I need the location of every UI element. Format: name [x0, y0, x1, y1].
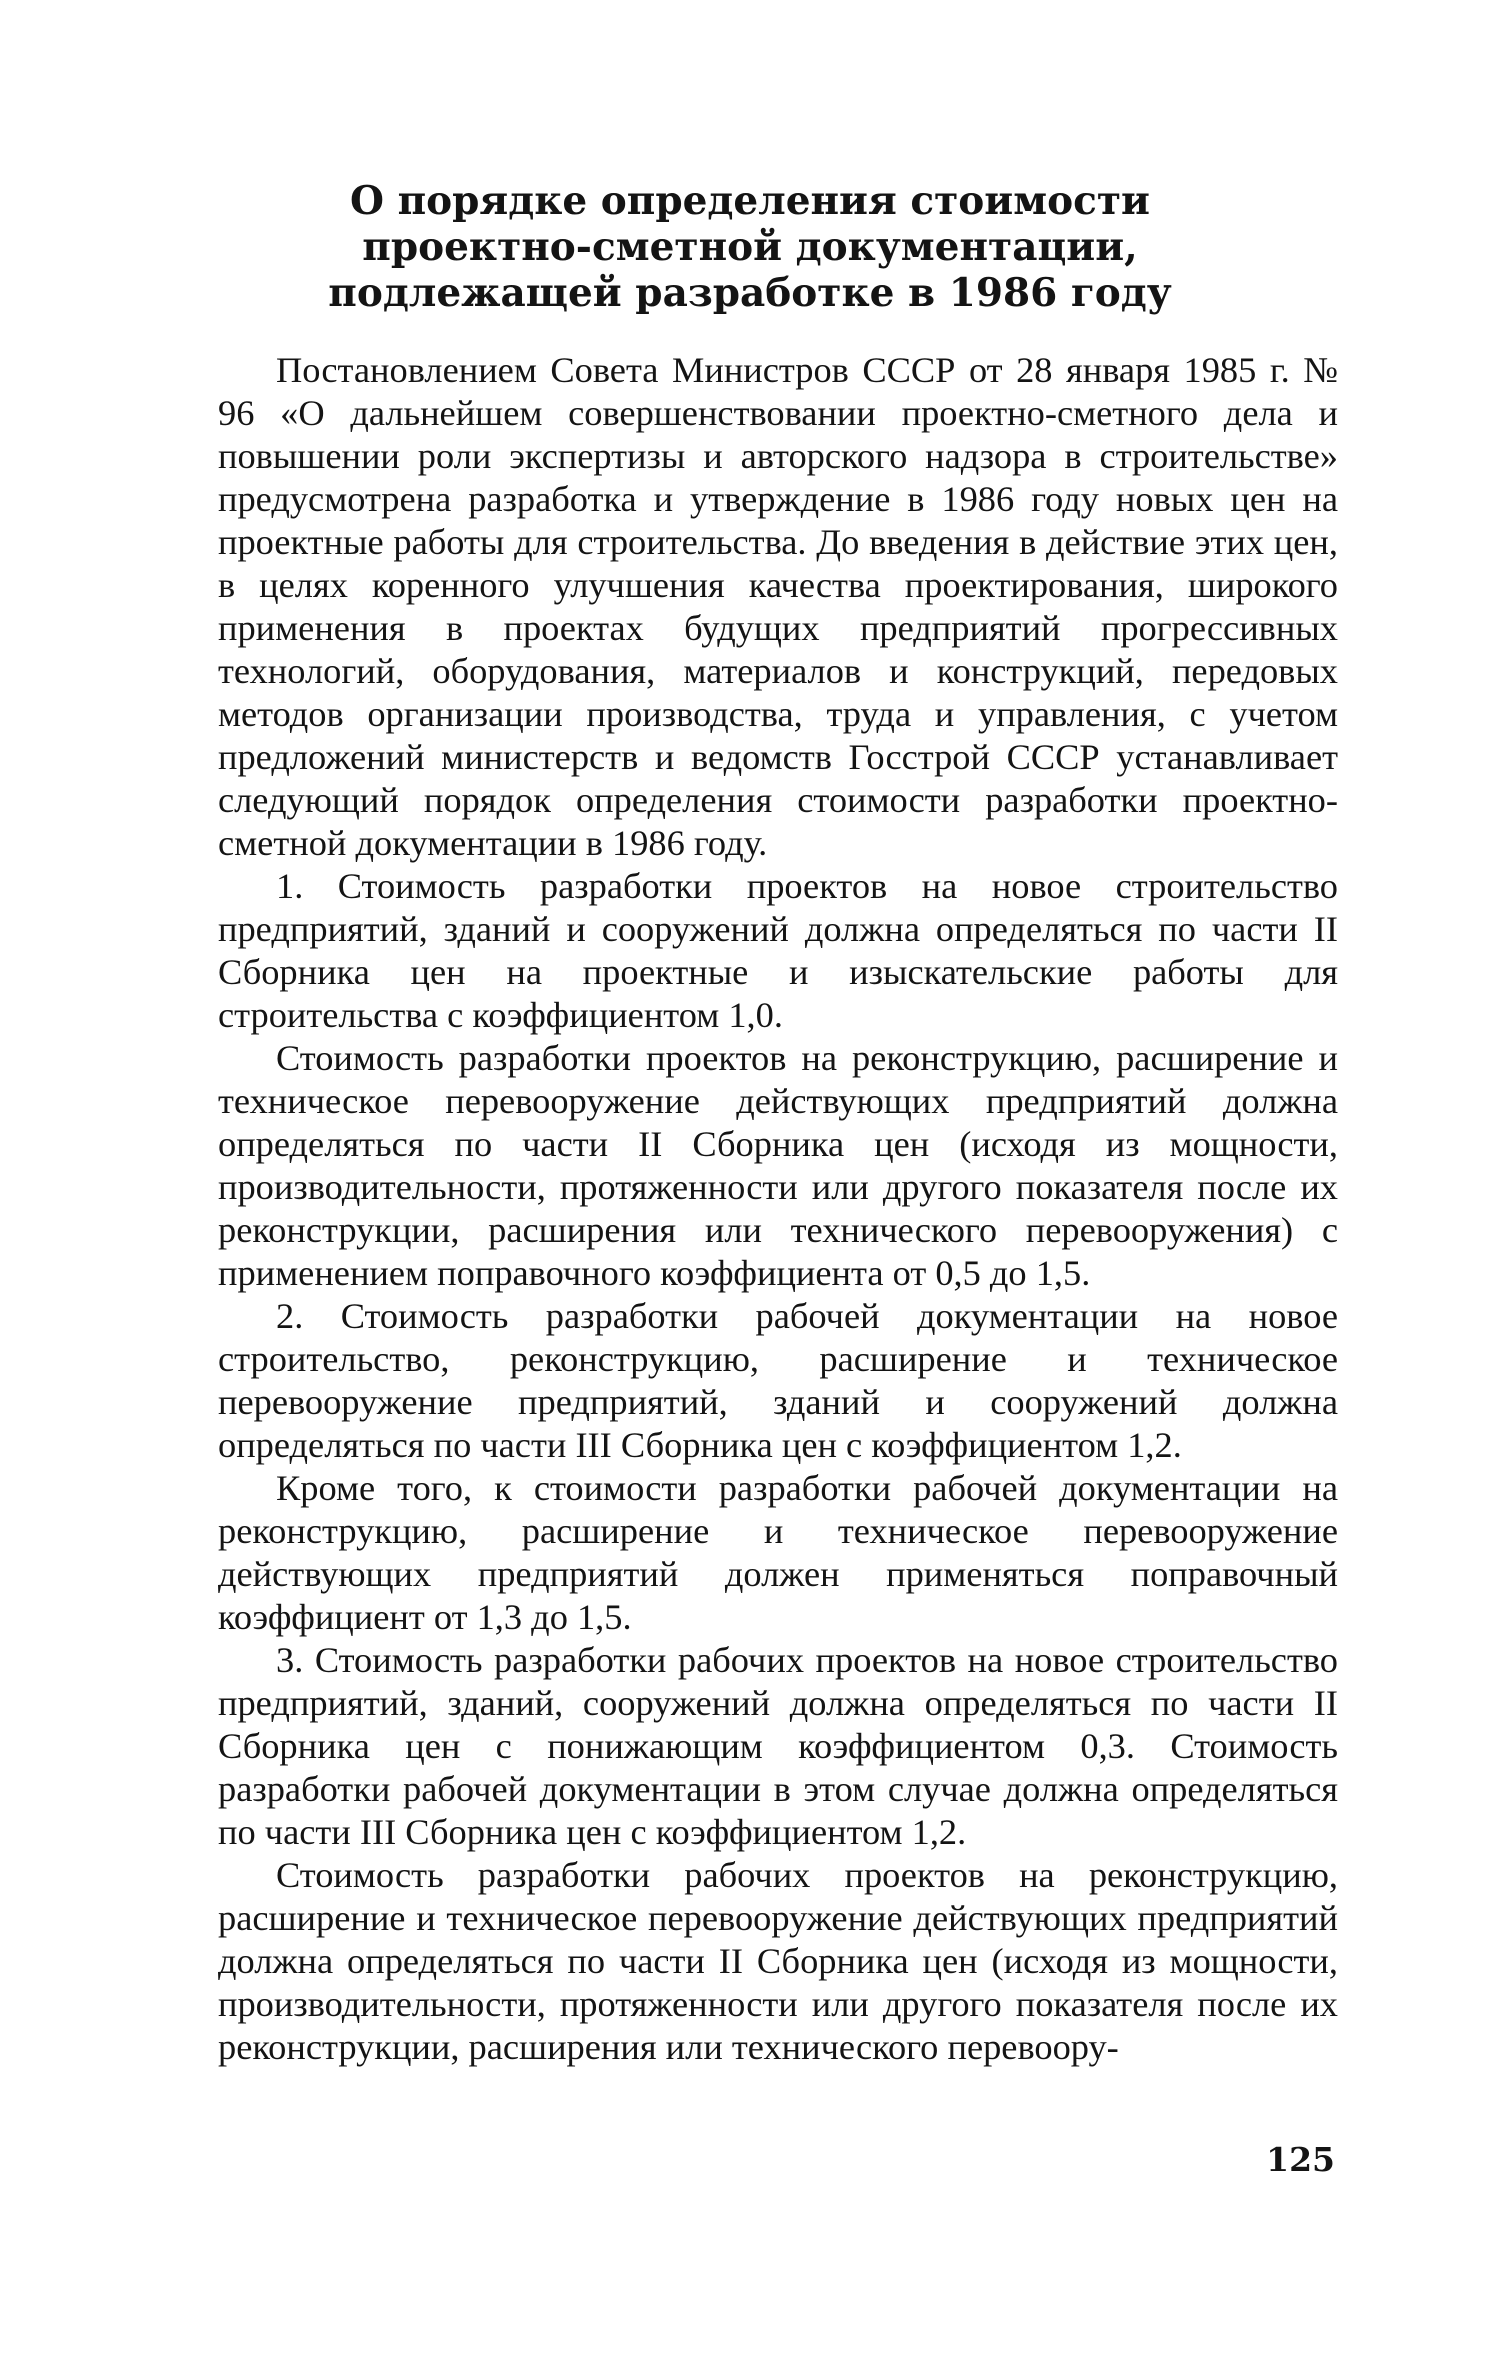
- paragraph-item-3-reconstruction: Стоимость разработки рабочих проектов на реконструкцию, расширение и техническое перевооружение действующих предприятий должна определяться по части II Сборника цен (исходя из мощности, производительности, протяженности или другого показателя после их реконструкции, расширения или технического перевоору-: [218, 1855, 1338, 2067]
- paragraph-item-3: 3. Стоимость разработки рабочих проектов на новое строительство предприятий, зданий, сооружений должна определяться по части II Сборника цен с понижающим коэффициентом 0,3. Стоимость разработки рабочей документации в этом случае должна определяться по части III Сборника цен с коэффициентом 1,2.: [218, 1640, 1338, 1852]
- title-line-3: подлежащей разработке в 1986 году: [328, 270, 1172, 316]
- paragraph-item-1: 1. Стоимость разработки проектов на новое строительство предприятий, зданий и сооружений должна определяться по части II Сборника цен на проектные и изыскательские работы для строительства с коэффициентом 1,0.: [218, 866, 1338, 1035]
- document-body: [218, 349, 1338, 2069]
- page-number: 125: [1266, 2140, 1335, 2179]
- paragraph-item-2: 2. Стоимость разработки рабочей документации на новое строительство, реконструкцию, расширение и техническое перевооружение предприятий, зданий и сооружений должна определяться по части III Сборника цен с коэффициентом 1,2.: [218, 1296, 1338, 1465]
- paragraph-intro: Постановлением Совета Министров СССР от 28 января 1985 г. № 96 «О дальнейшем совершенствовании проектно-сметного дела и повышении роли экспертизы и авторского надзора в строительстве» предусмотрена разработка и утверждение в 1986 году новых цен на проектные работы для строительства. До введения в действие этих цен, в целях коренного улучшения качества проектирования, широкого применения в проектах будущих предприятий прогрессивных технологий, оборудования, материалов и конструкций, передовых методов организации производства, труда и управления, с учетом предложений министерств и ведомств Госстрой СССР устанавливает следующий порядок определения стоимости разработки проектно-сметной документации в 1986 году.: [218, 350, 1338, 863]
- paragraph-item-2-correction: Кроме того, к стоимости разработки рабочей документации на реконструкцию, расширение и техническое перевооружение действующих предприятий должен применяться поправочный коэффициент от 1,3 до 1,5.: [218, 1468, 1338, 1637]
- title-line-2: проектно-сметной документации,: [362, 224, 1138, 270]
- document-title: [300, 178, 1200, 316]
- title-line-1: О порядке определения стоимости: [350, 178, 1150, 224]
- paragraph-item-1-reconstruction: Стоимость разработки проектов на реконструкцию, расширение и техническое перевооружение действующих предприятий должна определяться по части II Сборника цен (исходя из мощности, производительности, протяженности или другого показателя после их реконструкции, расширения или технического перевооружения) с применением поправочного коэффициента от 0,5 до 1,5.: [218, 1038, 1338, 1293]
